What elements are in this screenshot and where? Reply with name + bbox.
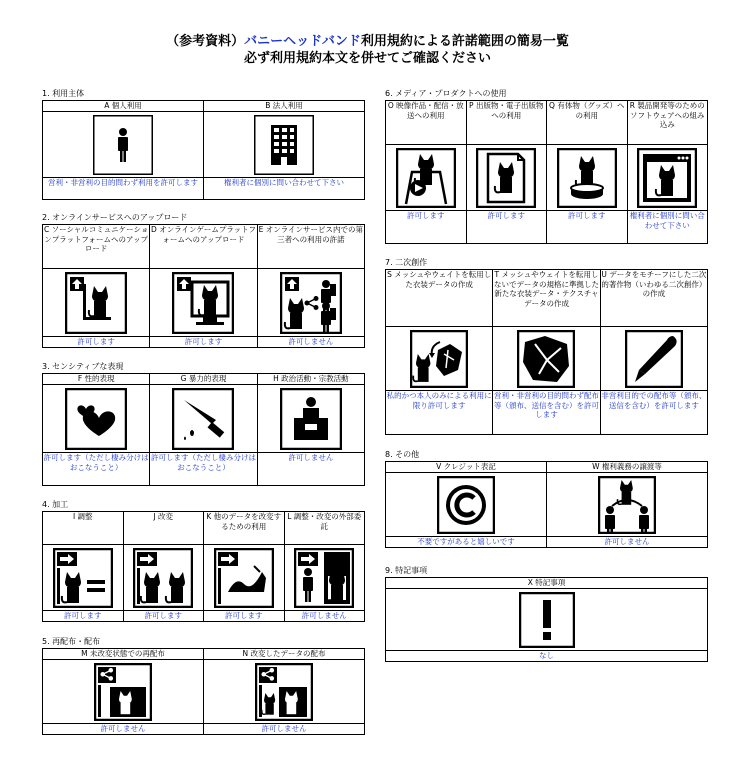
upload-cat-icon xyxy=(65,272,127,334)
answer-cell: 許可します xyxy=(43,611,124,622)
answer-cell: 許可します xyxy=(466,211,547,244)
icon-cell xyxy=(123,545,204,611)
header-cell: T メッシュやウェイトを転用しないでデータの規格に準拠した新たな衣装データ・テクスチャデータの作成 xyxy=(493,270,600,327)
header-cell: J 改変 xyxy=(123,512,204,545)
video-icon xyxy=(396,148,456,208)
icon-cell xyxy=(43,385,150,453)
answer-cell: 許可しません xyxy=(284,611,365,622)
icon-cell xyxy=(204,112,365,178)
outsource-icon xyxy=(294,548,354,608)
answer-cell: 許可します xyxy=(547,211,628,244)
podium-icon xyxy=(280,388,342,450)
section-title: 3. センシティブな表現 xyxy=(42,362,124,371)
icon-cell xyxy=(43,545,124,611)
person-icon xyxy=(93,115,153,175)
modify-icon xyxy=(133,548,193,608)
section-title: 1. 利用主体 xyxy=(42,89,85,98)
answer-cell: 許可します xyxy=(123,611,204,622)
adjust-icon xyxy=(53,548,113,608)
section-title: 4. 加工 xyxy=(42,500,69,509)
header-cell: C ソーシャルコミュニケーションプラットフォームへのアップロード xyxy=(43,225,150,269)
section-title: 7. 二次創作 xyxy=(385,258,428,267)
building-icon xyxy=(254,115,314,175)
icon-cell xyxy=(386,145,467,211)
answer-cell: 非営利目的での配布等（頒布、送信を含む）を許可します xyxy=(600,391,707,435)
section-derivative-works xyxy=(385,258,710,438)
redistribute-modified-icon xyxy=(255,663,313,721)
fabric-icon xyxy=(517,330,575,388)
icon-cell xyxy=(257,385,364,453)
answer-cell: 許可しません xyxy=(204,724,365,735)
icon-cell xyxy=(43,660,204,724)
icon-cell xyxy=(204,660,365,724)
answer-cell: 許可します（ただし棲み分けはおこなうこと） xyxy=(150,453,257,486)
icon-cell xyxy=(43,269,150,337)
pen-icon xyxy=(625,330,683,388)
header-cell: I 調整 xyxy=(43,512,124,545)
answer-cell: 営利・非営利の目的問わず配布等（頒布、送信を含む）を許可します xyxy=(493,391,600,435)
answer-cell: 営利・非営利の目的問わず利用を許可します xyxy=(43,178,204,200)
header-cell: M 未改変状態での再配布 xyxy=(43,649,204,660)
icon-cell xyxy=(150,385,257,453)
header-cell: D オンラインゲームプラットフォームへのアップロード xyxy=(150,225,257,269)
section-online-upload xyxy=(42,213,367,348)
publication-icon xyxy=(476,148,536,208)
answer-cell: 許可しません xyxy=(257,453,364,486)
title-brand: バニーヘッドバンド xyxy=(244,34,361,49)
header-cell: K 他のデータを改変するための利用 xyxy=(204,512,285,545)
copyright-icon xyxy=(437,476,495,534)
goods-icon xyxy=(557,148,617,208)
section-title: 6. メディア・プロダクトへの使用 xyxy=(385,89,507,98)
header-cell: B 法人利用 xyxy=(204,101,365,112)
answer-cell: 不要ですがあると嬉しいです xyxy=(386,537,547,548)
icon-cell xyxy=(386,473,547,537)
hearts-icon xyxy=(65,388,127,450)
icon-cell xyxy=(204,545,285,611)
transfer-icon xyxy=(214,548,274,608)
icon-cell xyxy=(386,327,493,391)
header-cell: X 特記事項 xyxy=(386,578,708,589)
section-processing xyxy=(42,500,367,625)
header-cell: N 改変したデータの配布 xyxy=(204,649,365,660)
icon-cell xyxy=(600,327,707,391)
icon-cell xyxy=(493,327,600,391)
cloth-transfer-icon xyxy=(410,330,468,388)
upload-monitor-icon xyxy=(172,272,234,334)
section-special-notes xyxy=(385,566,710,670)
upload-share-icon xyxy=(280,272,342,334)
header-cell: E オンラインサービス内での第三者への利用の許諾 xyxy=(257,225,364,269)
icon-cell xyxy=(547,145,628,211)
section-usage-subject xyxy=(42,89,367,201)
page-subtitle: 必ず利用規約本文を併せてご確認ください xyxy=(243,51,491,66)
icon-cell xyxy=(257,269,364,337)
header-cell: F 性的表現 xyxy=(43,374,150,385)
header-cell: U データをモチーフにした二次的著作物（いわゆる二次創作）の作成 xyxy=(600,270,707,327)
answer-cell: 私的かつ本人のみによる利用に限り許可します xyxy=(386,391,493,435)
header-cell: P 出版物・電子出版物への利用 xyxy=(466,101,547,145)
answer-cell: なし xyxy=(386,651,708,662)
exclamation-icon xyxy=(519,592,575,648)
header-cell: O 映像作品・配信・放送への利用 xyxy=(386,101,467,145)
section-other xyxy=(385,450,710,555)
section-title: 2. オンラインサービスへのアップロード xyxy=(42,213,188,222)
title-prefix: （参考資料） xyxy=(166,34,245,49)
header-cell: Q 有体物（グッズ）への利用 xyxy=(547,101,628,145)
answer-cell: 許可します xyxy=(150,337,257,348)
header-cell: G 暴力的表現 xyxy=(150,374,257,385)
answer-cell: 許可します xyxy=(386,211,467,244)
header-cell: W 権利義務の譲渡等 xyxy=(547,462,708,473)
section-media-products xyxy=(385,89,710,249)
header-cell: H 政治活動・宗教活動 xyxy=(257,374,364,385)
header-cell: S メッシュやウェイトを転用した衣装データの作成 xyxy=(386,270,493,327)
redistribute-icon xyxy=(94,663,152,721)
answer-cell: 許可します xyxy=(43,337,150,348)
section-title: 5. 再配布・配布 xyxy=(42,637,101,646)
header-cell: L 調整・改変の外部委託 xyxy=(284,512,365,545)
knife-icon xyxy=(172,388,234,450)
answer-cell: 許可します（ただし棲み分けはおこなうこと） xyxy=(43,453,150,486)
section-sensitive-expression xyxy=(42,362,367,487)
icon-cell xyxy=(627,145,708,211)
header-cell: A 個人利用 xyxy=(43,101,204,112)
software-icon xyxy=(637,148,697,208)
icon-cell xyxy=(547,473,708,537)
header-cell: R 製品開発等のためのソフトウェアへの組み込み xyxy=(627,101,708,145)
section-redistribution xyxy=(42,637,367,742)
answer-cell: 許可しません xyxy=(43,724,204,735)
answer-cell: 許可しません xyxy=(257,337,364,348)
answer-cell: 権利者に個別に問い合わせて下さい xyxy=(627,211,708,244)
icon-cell xyxy=(466,145,547,211)
section-title: 9. 特記事項 xyxy=(385,566,428,575)
icon-cell xyxy=(386,589,708,651)
answer-cell: 権利者に個別に問い合わせて下さい xyxy=(204,178,365,200)
icon-cell xyxy=(150,269,257,337)
icon-cell xyxy=(284,545,365,611)
section-title: 8. その他 xyxy=(385,450,420,459)
answer-cell: 許可しません xyxy=(547,537,708,548)
icon-cell xyxy=(43,112,204,178)
answer-cell: 許可します xyxy=(204,611,285,622)
handover-icon xyxy=(598,476,656,534)
title-suffix: 利用規約による許諾範囲の簡易一覧 xyxy=(360,34,569,49)
page-title xyxy=(0,33,735,50)
header-cell: V クレジット表記 xyxy=(386,462,547,473)
